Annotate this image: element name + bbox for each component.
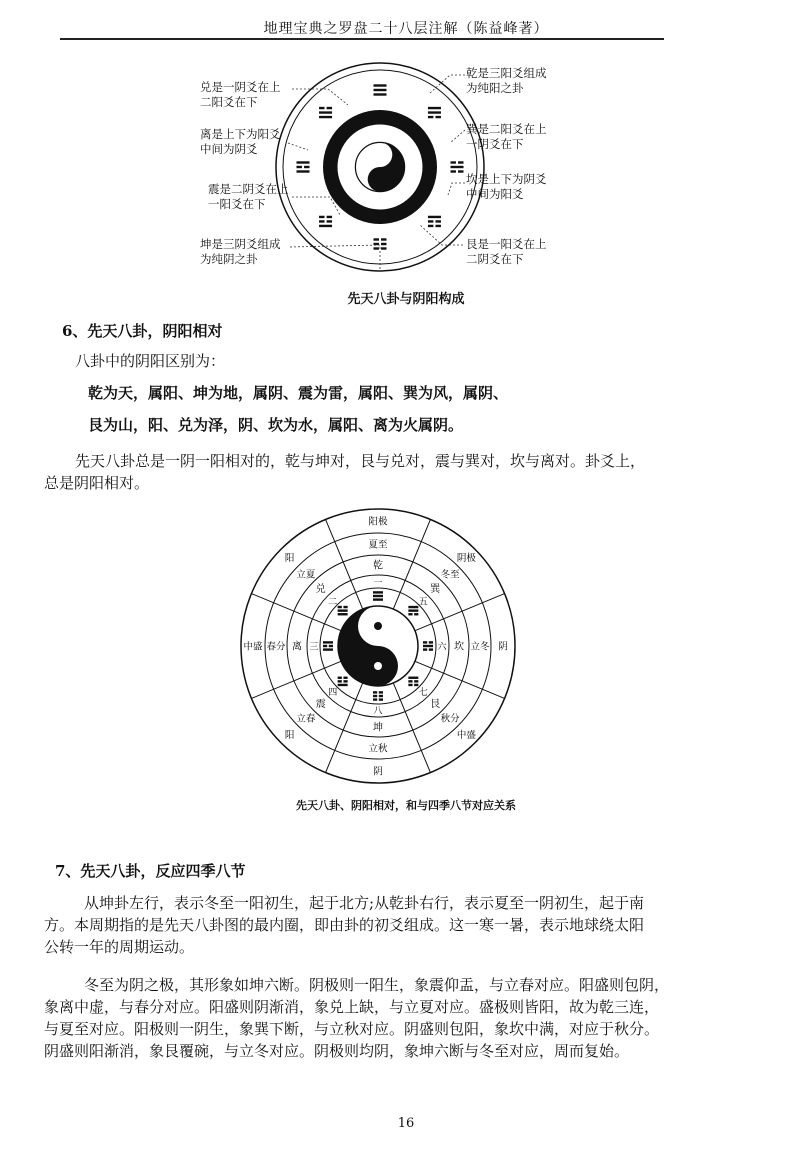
number-label: 三	[309, 642, 319, 653]
season-label: 秋分	[440, 713, 460, 725]
section7-p2-line1: 冬至为阴之极，其形象如坤六断。阴极则一阳生，象震仰盂，与立春对应。阳盛则包阴，	[84, 976, 670, 994]
section7-p2-line2: 象离中虚，与春分对应。阳盛则阴渐消，象兑上缺，与立夏对应。盛极则皆阳，故为乾三连，	[44, 998, 660, 1016]
number-label: 七	[418, 687, 428, 698]
label-kun-line2: 为纯阴之卦	[200, 252, 258, 266]
yinyang-label: 阴	[498, 641, 508, 653]
yinyang-label: 阳	[284, 553, 295, 565]
number-label: 八	[373, 706, 383, 717]
label-xun-line2: 一阴爻在下	[466, 137, 524, 151]
label-zhen	[208, 182, 289, 212]
section6-para-line1: 先天八卦总是一阴一阳相对的，乾与坤对，艮与兑对，震与巽对，坎与离对。卦爻上，	[75, 452, 646, 470]
label-zhen-line1: 震是二阴爻在上	[208, 182, 289, 196]
number-label: 五	[418, 597, 428, 608]
yinyang-label: 阳	[284, 729, 295, 741]
section6-intro: 八卦中的阴阳区别为：	[75, 352, 226, 370]
section6-para-line2: 总是阴阳相对。	[44, 474, 150, 492]
label-gen-line2: 二阴爻在下	[466, 252, 524, 266]
label-li-line1: 离是上下为阳爻	[200, 127, 281, 141]
label-zhen-line2: 一阳爻在下	[208, 197, 266, 211]
label-gen-line1: 艮是一阳爻在上	[466, 237, 547, 251]
trigram-glyph	[373, 591, 383, 601]
label-qian	[466, 66, 547, 96]
number-label: 六	[437, 642, 447, 653]
label-dui-line1: 兑是一阴爻在上	[200, 80, 281, 94]
figure2-caption: 先天八卦、阴阳相对，和与四季八节对应关系	[296, 799, 516, 812]
figure1-caption: 先天八卦与阴阳构成	[347, 292, 465, 307]
section7-p1-line1: 从坤卦左行，表示冬至一阳初生，起于北方;从乾卦右行，表示夏至一阴初生，起于南	[84, 894, 645, 912]
gua-name-label: 乾	[373, 560, 383, 572]
label-xun-line1: 巽是二阳爻在上	[466, 122, 547, 136]
gua-name-label: 坎	[454, 641, 464, 653]
label-li	[200, 127, 281, 157]
label-kan	[466, 172, 547, 202]
section7-p1-line2: 方。本周期指的是先天八卦图的最内圈，即由卦的初爻组成。这一寒一暑，表示地球绕太阳	[44, 916, 645, 934]
section7-heading: 7、先天八卦，反应四季八节	[55, 862, 246, 880]
section7-p2-line3: 与夏至对应。阳极则一阴生，象巽下断，与立秋对应。阴盛则包阳，象坎中满，对应于秋分。	[44, 1020, 660, 1038]
running-header: 地理宝典之罗盘二十八层注解（陈益峰著）	[263, 21, 549, 37]
section6-heading: 6、先天八卦，阴阳相对	[62, 322, 223, 340]
label-dui-line2: 二阳爻在下	[200, 95, 258, 109]
page-number: 16	[397, 1116, 415, 1131]
section6-line2: 艮为山，阳、兑为泽，阴、坎为水，属阳、离为火属阴。	[88, 416, 464, 434]
header-rule	[60, 38, 664, 40]
label-qian-line1: 乾是三阳爻组成	[466, 66, 547, 80]
trigram-glyph	[374, 84, 387, 95]
gua-name-label: 巽	[430, 584, 441, 596]
number-label: 四	[328, 687, 338, 698]
yin-yang-icon	[355, 142, 404, 191]
label-xun	[466, 122, 547, 152]
season-label: 立春	[296, 713, 316, 725]
label-kun-line1: 坤是三阴爻组成	[200, 237, 281, 251]
yinyang-label: 中盛	[243, 641, 263, 653]
yinyang-label: 阳极	[368, 516, 388, 528]
gua-name-label: 离	[292, 641, 302, 653]
section6-line1: 乾为天，属阳、坤为地，属阴、震为雷，属阳、巽为风，属阴、	[88, 384, 509, 402]
label-li-line2: 中间为阴爻	[200, 142, 258, 156]
gua-name-label: 艮	[430, 698, 441, 710]
label-kan-line1: 坎是上下为阴爻	[466, 172, 547, 186]
yinyang-label: 阴	[373, 766, 383, 778]
season-label: 夏至	[368, 539, 388, 551]
section7-p1-line3: 公转一年的周期运动。	[44, 938, 195, 956]
season-label: 立夏	[296, 569, 316, 581]
gua-name-label: 坤	[373, 722, 383, 734]
gua-name-label: 震	[315, 698, 326, 710]
yinyang-label: 阴极	[456, 553, 476, 565]
gua-name-label: 兑	[315, 584, 326, 596]
section7-p2-line4: 阴盛则阳渐消，象艮覆碗，与立冬对应。阴极则均阴，象坤六断与冬至对应，周而复始。	[44, 1042, 630, 1060]
yinyang-label: 中盛	[456, 729, 476, 741]
bagua-seasons-wheel	[232, 505, 532, 785]
label-qian-line2: 为纯阳之卦	[466, 81, 524, 95]
label-dui	[200, 80, 281, 110]
yin-yang-icon	[338, 606, 418, 686]
number-label: 一	[373, 578, 383, 589]
number-label: 二	[328, 597, 338, 608]
season-label: 春分	[266, 641, 286, 653]
label-gen	[466, 237, 547, 267]
season-label: 立冬	[470, 641, 490, 653]
label-kun	[200, 237, 281, 267]
season-label: 立秋	[368, 743, 388, 755]
label-kan-line2: 中间为阳爻	[466, 187, 524, 201]
season-label: 冬至	[440, 569, 460, 581]
